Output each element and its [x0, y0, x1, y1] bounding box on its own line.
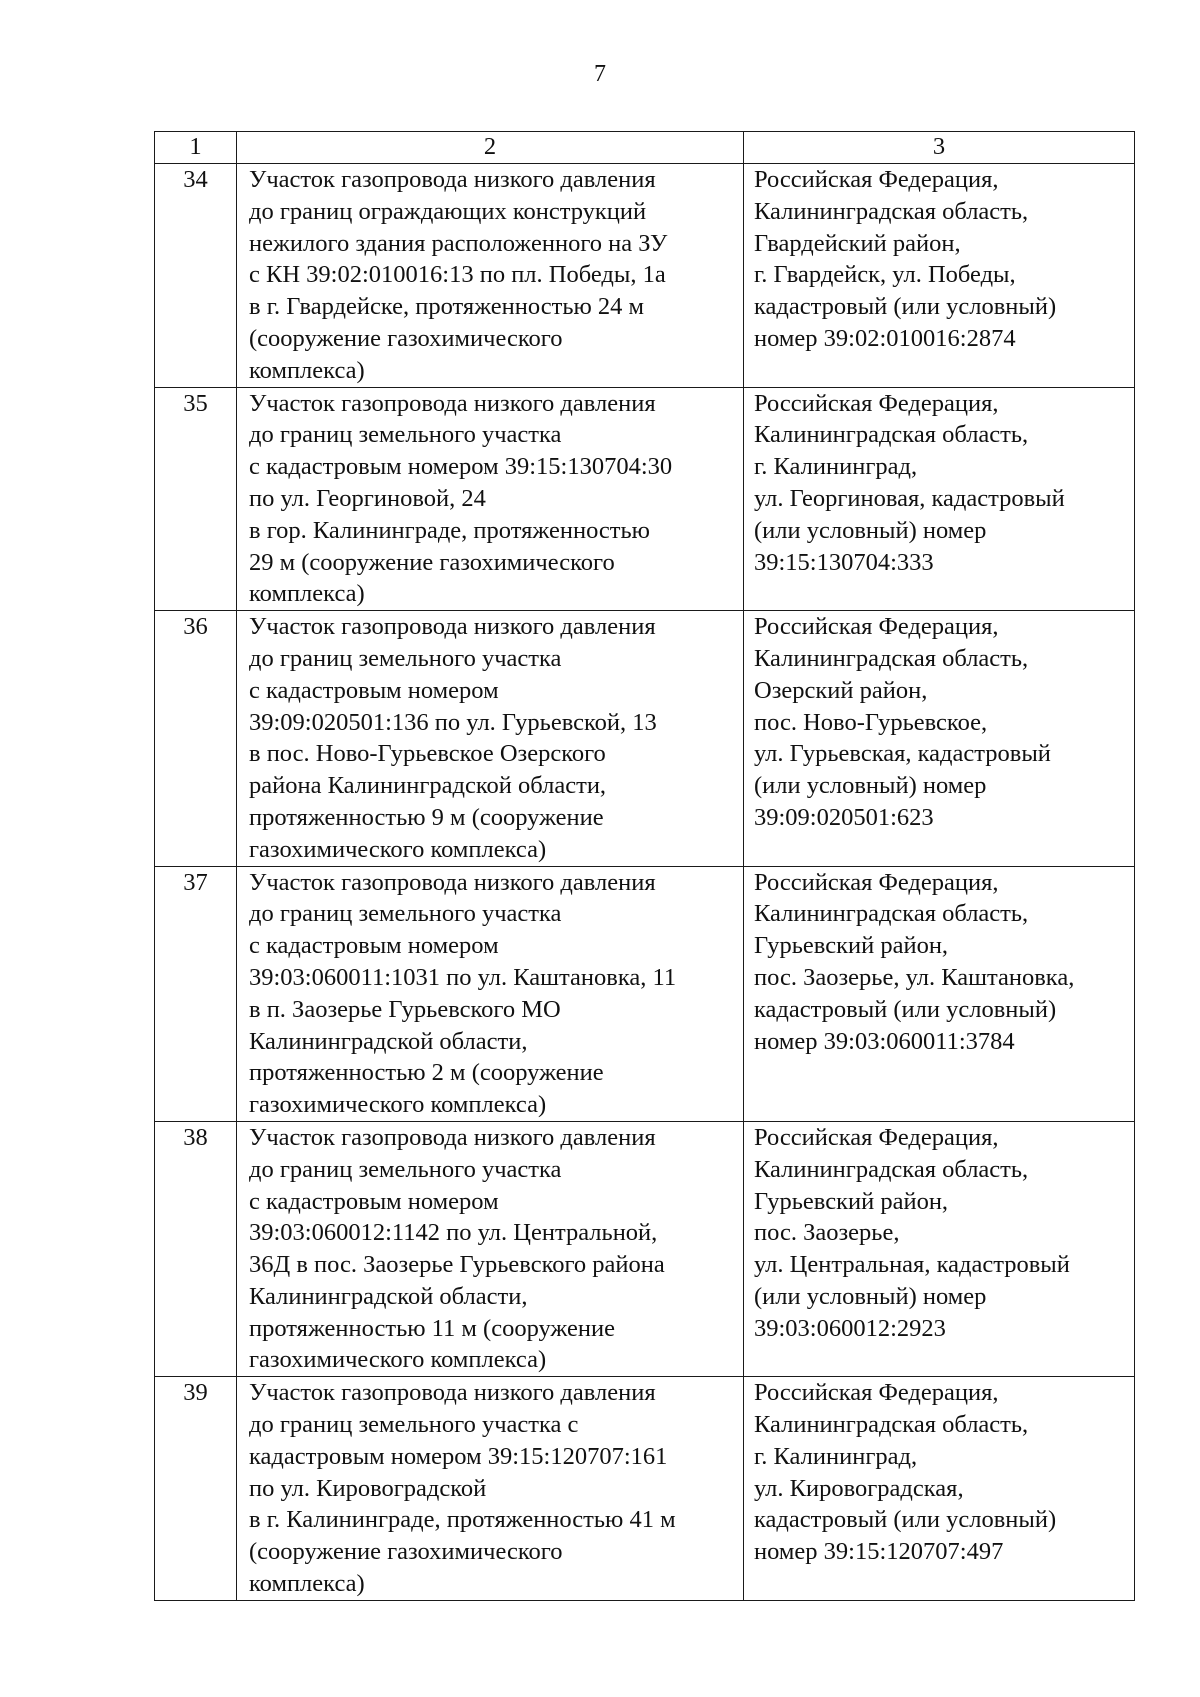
row-number: 37: [155, 866, 237, 1121]
description-line: в г. Гвардейске, протяженностью 24 м: [249, 293, 645, 321]
location-line: Российская Федерация,: [754, 166, 999, 193]
description-line: с кадастровым номером: [249, 676, 499, 704]
registry-table-body: [155, 164, 1135, 1601]
location-line: Калининградская область,: [754, 421, 1029, 449]
table-row: [155, 1121, 1135, 1376]
object-description-cell: [237, 1377, 744, 1601]
description-line: Участок газопровода низкого давления: [249, 166, 656, 193]
table-row: [155, 387, 1135, 611]
location-line: кадастровый (или условный): [754, 995, 1057, 1023]
description-line: протяженностью 2 м (сооружение: [249, 1059, 604, 1087]
description-line: с КН 39:02:010016:13 по пл. Победы, 1а: [249, 261, 666, 289]
description-line: протяженностью 9 м (сооружение: [249, 803, 604, 831]
description-line: Участок газопровода низкого давления: [249, 1379, 656, 1407]
table-row: [155, 164, 1135, 388]
location-line: Калининградская область,: [754, 644, 1029, 672]
description-line: Участок газопровода низкого давления: [249, 389, 656, 417]
location-line: ул. Гурьевская, кадастровый: [754, 740, 1051, 768]
location-line: номер 39:03:060011:3784: [754, 1027, 1015, 1055]
description-line: в пос. Ново-Гурьевское Озерского: [249, 740, 606, 768]
location-line: Калининградская область,: [754, 197, 1029, 225]
location-line: г. Калининград,: [754, 453, 918, 481]
description-line: до границ земельного участка: [249, 644, 562, 672]
location-line: 39:15:130704:333: [754, 548, 934, 576]
table-row: [155, 1377, 1135, 1601]
table-row: [155, 611, 1135, 866]
object-description-cell: [237, 1121, 744, 1376]
table-row: [155, 866, 1135, 1121]
row-number: 36: [155, 611, 237, 866]
location-line: номер 39:02:010016:2874: [754, 324, 1016, 352]
location-line: ул. Кировоградская,: [754, 1474, 964, 1502]
description-line: комплекса): [249, 580, 365, 608]
description-line: газохимического комплекса): [249, 1346, 547, 1374]
description-line: кадастровым номером 39:15:120707:161: [249, 1442, 668, 1470]
location-line: кадастровый (или условный): [754, 1506, 1057, 1534]
row-number: 35: [155, 387, 237, 611]
description-line: газохимического комплекса): [249, 1091, 547, 1119]
column-header-description: 2: [237, 132, 744, 164]
location-line: (или условный) номер: [754, 772, 987, 800]
location-line: Гурьевский район,: [754, 932, 949, 960]
description-line: 39:09:020501:136 по ул. Гурьевской, 13: [249, 708, 657, 736]
description-line: 36Д в пос. Заозерье Гурьевского района: [249, 1251, 665, 1279]
location-line: (или условный) номер: [754, 1282, 987, 1310]
description-line: до границ земельного участка: [249, 421, 562, 449]
object-description-cell: [237, 866, 744, 1121]
description-line: нежилого здания расположенного на ЗУ: [249, 229, 668, 257]
object-location-cell: [744, 866, 1135, 1121]
page-number: 7: [594, 61, 606, 87]
location-line: Озерский район,: [754, 676, 928, 704]
description-line: 39:03:060011:1031 по ул. Каштановка, 11: [249, 963, 677, 991]
description-line: газохимического комплекса): [249, 835, 547, 863]
description-line: до границ земельного участка: [249, 900, 562, 928]
location-line: Калининградская область,: [754, 1411, 1029, 1439]
column-header-location: 3: [744, 132, 1135, 164]
location-line: Российская Федерация,: [754, 1123, 999, 1151]
description-line: до границ ограждающих конструкций: [249, 197, 647, 225]
object-description-cell: [237, 611, 744, 866]
location-line: Российская Федерация,: [754, 613, 999, 641]
location-line: Гурьевский район,: [754, 1187, 949, 1215]
location-line: пос. Заозерье, ул. Каштановка,: [754, 963, 1075, 991]
location-line: пос. Заозерье,: [754, 1219, 900, 1247]
description-line: в п. Заозерье Гурьевского МО: [249, 995, 561, 1023]
row-number: 38: [155, 1121, 237, 1376]
description-line: 29 м (сооружение газохимического: [249, 548, 615, 576]
location-line: Российская Федерация,: [754, 1379, 999, 1407]
description-line: с кадастровым номером: [249, 932, 499, 960]
object-location-cell: [744, 387, 1135, 611]
description-line: Участок газопровода низкого давления: [249, 868, 656, 896]
description-line: с кадастровым номером 39:15:130704:30: [249, 453, 673, 481]
description-line: в гор. Калининграде, протяженностью: [249, 516, 650, 544]
description-line: Участок газопровода низкого давления: [249, 613, 656, 641]
description-line: (сооружение газохимического: [249, 324, 563, 352]
location-line: ул. Центральная, кадастровый: [754, 1251, 1070, 1279]
description-line: Калининградской области,: [249, 1027, 528, 1055]
location-line: Калининградская область,: [754, 1155, 1029, 1183]
location-line: Калининградская область,: [754, 900, 1029, 928]
description-line: протяженностью 11 м (сооружение: [249, 1314, 615, 1342]
description-line: Участок газопровода низкого давления: [249, 1123, 656, 1151]
description-line: 39:03:060012:1142 по ул. Центральной,: [249, 1219, 658, 1247]
description-line: до границ земельного участка: [249, 1155, 562, 1183]
object-location-cell: [744, 611, 1135, 866]
description-line: (сооружение газохимического: [249, 1538, 563, 1566]
object-location-cell: [744, 1121, 1135, 1376]
registry-table: [154, 131, 1135, 1601]
location-line: 39:03:060012:2923: [754, 1314, 946, 1342]
location-line: (или условный) номер: [754, 516, 987, 544]
location-line: г. Гвардейск, ул. Победы,: [754, 261, 1016, 289]
column-header-number: 1: [155, 132, 237, 164]
description-line: комплекса): [249, 1570, 365, 1598]
description-line: комплекса): [249, 356, 365, 384]
table-header-row: [155, 132, 1135, 164]
location-line: номер 39:15:120707:497: [754, 1538, 1004, 1566]
description-line: района Калининградской области,: [249, 772, 607, 800]
description-line: Калининградской области,: [249, 1282, 528, 1310]
object-description-cell: [237, 387, 744, 611]
location-line: Российская Федерация,: [754, 389, 999, 417]
object-location-cell: [744, 1377, 1135, 1601]
location-line: кадастровый (или условный): [754, 293, 1057, 321]
row-number: 39: [155, 1377, 237, 1601]
location-line: пос. Ново-Гурьевское,: [754, 708, 988, 736]
description-line: с кадастровым номером: [249, 1187, 499, 1215]
location-line: 39:09:020501:623: [754, 803, 934, 831]
object-location-cell: [744, 164, 1135, 388]
location-line: г. Калининград,: [754, 1442, 918, 1470]
location-line: ул. Георгиновая, кадастровый: [754, 484, 1065, 512]
description-line: в г. Калининграде, протяженностью 41 м: [249, 1506, 676, 1534]
location-line: Гвардейский район,: [754, 229, 961, 257]
description-line: до границ земельного участка с: [249, 1411, 579, 1439]
description-line: по ул. Кировоградской: [249, 1474, 487, 1502]
object-description-cell: [237, 164, 744, 388]
row-number: 34: [155, 164, 237, 388]
location-line: Российская Федерация,: [754, 868, 999, 896]
description-line: по ул. Георгиновой, 24: [249, 484, 486, 512]
